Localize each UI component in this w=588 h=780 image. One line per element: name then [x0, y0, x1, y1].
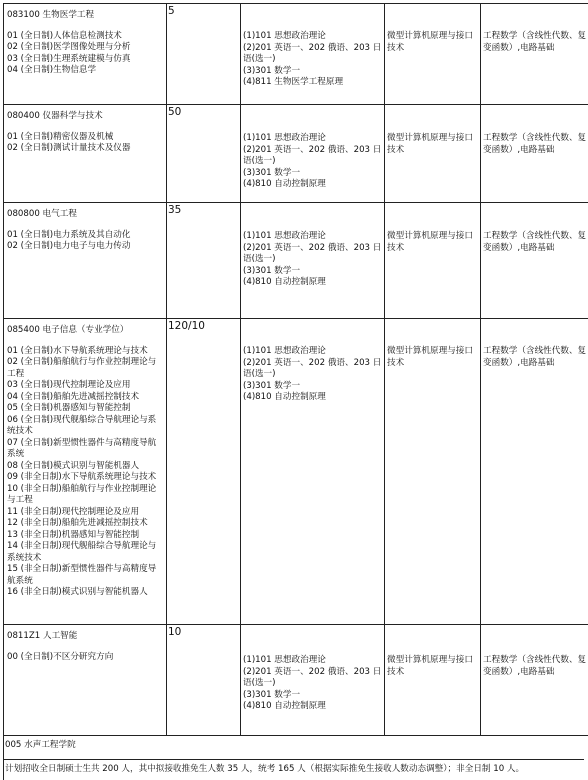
- research-direction: 04 (全日制)生物信息学: [7, 65, 97, 75]
- major-title: [7, 325, 164, 337]
- research-direction: 14 (非全日制)现代舰船综合导航理论与系统技术: [7, 541, 157, 563]
- exam-subject: (1)101 思想政治理论: [243, 133, 326, 143]
- retest-subject-cell: [385, 625, 481, 736]
- research-direction: 04 (全日制)船舶先进减摇控制技术: [7, 391, 140, 402]
- major-name: 人工智能: [42, 631, 78, 641]
- table-row: [4, 4, 588, 105]
- exam-subject: (3)301 数学一: [243, 65, 301, 76]
- exam-subject: (1)101 思想政治理论: [243, 231, 326, 241]
- retest-subject: 微型计算机原理与接口技术: [387, 346, 473, 368]
- enrollment-quota: 120/10: [168, 320, 205, 332]
- research-direction: 02 (全日制)船舶航行与作业控制理论与工程: [7, 357, 157, 379]
- quota-cell: [167, 203, 241, 319]
- research-direction: 13 (非全日制)机器感知与智能控制: [7, 529, 140, 540]
- major-name: 生物医学工程: [42, 10, 95, 20]
- exam-subject: (3)301 数学一: [243, 689, 301, 700]
- program-table: [3, 3, 588, 736]
- major-title: [7, 209, 164, 221]
- exam-subject: (4)810 自动控制原理: [243, 277, 326, 287]
- exam-subjects-cell: [241, 4, 385, 105]
- major-cell: [4, 105, 167, 203]
- major-title: [7, 111, 164, 123]
- exam-subjects-cell: [241, 203, 385, 319]
- major-code: 080400: [7, 111, 40, 121]
- major-name: 电子信息（专业学位）: [42, 325, 129, 335]
- exam-subject: (2)201 英语一、202 俄语、203 日语(选一): [243, 144, 382, 166]
- retest-subject: 微型计算机原理与接口技术: [387, 133, 473, 155]
- retest-subject: 微型计算机原理与接口技术: [387, 655, 473, 677]
- exam-subject: (1)101 思想政治理论: [243, 346, 326, 356]
- research-direction: 11 (非全日制)现代控制理论及应用: [7, 506, 140, 517]
- retest-subject-cell: [385, 105, 481, 203]
- research-direction: 01 (全日制)人体信息检测技术: [7, 30, 122, 41]
- exam-subject: (4)811 生物医学工程原理: [243, 77, 344, 87]
- table-row: [4, 203, 588, 319]
- exam-subject: (4)810 自动控制原理: [243, 392, 326, 402]
- research-direction: 00 (全日制)不区分研究方向: [7, 651, 114, 662]
- quota-cell: [167, 4, 241, 105]
- research-direction: 08 (全日制)模式识别与智能机器人: [7, 460, 140, 471]
- quota-cell: [167, 625, 241, 736]
- enrollment-quota: 5: [168, 5, 175, 17]
- retest-subject-cell: [385, 203, 481, 319]
- equivalent-subjects: 工程数学（含线性代数、复变函数）,电路基础: [483, 346, 587, 368]
- research-direction: 02 (全日制)医学图像处理与分析: [7, 42, 131, 52]
- table-left-border: [3, 736, 4, 780]
- exam-subjects-cell: [241, 319, 385, 625]
- research-direction: 16 (非全日制)模式识别与智能机器人: [7, 587, 148, 597]
- exam-subject: (2)201 英语一、202 俄语、203 日语(选一): [243, 666, 382, 688]
- school-heading: 005 水声工程学院: [5, 740, 76, 750]
- major-cell: [4, 625, 167, 736]
- major-code: 085400: [7, 325, 40, 335]
- exam-subject: (1)101 思想政治理论: [243, 31, 326, 41]
- table-row: [4, 105, 588, 203]
- equivalent-subjects: 工程数学（含线性代数、复变函数）,电路基础: [483, 655, 587, 677]
- major-name: 电气工程: [42, 209, 77, 219]
- research-direction: 15 (非全日制)新型惯性器件与高精度导航系统: [7, 564, 157, 586]
- major-cell: [4, 203, 167, 319]
- research-direction: 07 (全日制)新型惯性器件与高精度导航系统: [7, 437, 157, 459]
- major-code: 0811Z1: [7, 631, 41, 641]
- research-direction: 03 (全日制)现代控制理论及应用: [7, 380, 131, 390]
- research-direction: 12 (非全日制)船舶先进减摇控制技术: [7, 518, 148, 528]
- research-direction: 01 (全日制)水下导航系统理论与技术: [7, 345, 148, 356]
- exam-subject: (2)201 英语一、202 俄语、203 日语(选一): [243, 242, 382, 264]
- research-direction: 02 (全日制)电力电子与电力传动: [7, 241, 131, 251]
- equivalent-subjects-cell: [481, 625, 588, 736]
- retest-subject: 微型计算机原理与接口技术: [387, 231, 473, 253]
- research-direction: 02 (全日制)测试计量技术及仪器: [7, 143, 131, 153]
- equivalent-subjects-cell: [481, 203, 588, 319]
- research-direction: 06 (全日制)现代舰船综合导航理论与系统技术: [7, 414, 157, 436]
- major-cell: [4, 4, 167, 105]
- enrollment-quota: 35: [168, 204, 182, 216]
- research-direction: 10 (非全日制)船舶航行与作业控制理论与工程: [7, 483, 157, 505]
- enrollment-quota: 50: [168, 106, 182, 118]
- exam-subject: (3)301 数学一: [243, 167, 301, 178]
- major-name: 仪器科学与技术: [42, 111, 103, 121]
- major-cell: [4, 319, 167, 625]
- major-code: 083100: [7, 10, 40, 20]
- research-direction: 09 (非全日制)水下导航系统理论与技术: [7, 472, 157, 482]
- equivalent-subjects-cell: [481, 319, 588, 625]
- quota-cell: [167, 319, 241, 625]
- retest-subject-cell: [385, 4, 481, 105]
- enrollment-quota: 10: [168, 626, 182, 638]
- exam-subjects-cell: [241, 105, 385, 203]
- equivalent-subjects: 工程数学（含线性代数、复变函数）,电路基础: [483, 231, 587, 253]
- equivalent-subjects-cell: [481, 105, 588, 203]
- exam-subject: (3)301 数学一: [243, 380, 301, 391]
- retest-subject: 微型计算机原理与接口技术: [387, 31, 473, 53]
- major-code: 080800: [7, 209, 40, 219]
- major-title: [7, 631, 164, 643]
- equivalent-subjects: 工程数学（含线性代数、复变函数）,电路基础: [483, 31, 587, 53]
- research-direction: 05 (全日制)机器感知与智能控制: [7, 403, 131, 413]
- exam-subject: (3)301 数学一: [243, 265, 301, 276]
- exam-subject: (4)810 自动控制原理: [243, 701, 326, 711]
- quota-cell: [167, 105, 241, 203]
- equivalent-subjects: 工程数学（含线性代数、复变函数）,电路基础: [483, 133, 587, 155]
- research-direction: 01 (全日制)精密仪器及机械: [7, 131, 114, 142]
- research-direction: 03 (全日制)生理系统建模与仿真: [7, 53, 131, 64]
- exam-subject: (1)101 思想政治理论: [243, 655, 326, 665]
- exam-subject: (4)810 自动控制原理: [243, 179, 326, 189]
- exam-subjects-cell: [241, 625, 385, 736]
- retest-subject-cell: [385, 319, 481, 625]
- divider: [3, 759, 584, 760]
- table-row: [4, 319, 588, 625]
- major-title: [7, 10, 164, 22]
- equivalent-subjects-cell: [481, 4, 588, 105]
- enrollment-plan-text: 计划招收全日制硕士生共 200 人，其中拟接收推免生人数 35 人，统考 165 人（根据实际推免生接收人数动态调整）；非全日制 10 人。: [5, 764, 525, 774]
- exam-subject: (2)201 英语一、202 俄语、203 日语(选一): [243, 357, 382, 379]
- research-direction: 01 (全日制)电力系统及其自动化: [7, 229, 131, 240]
- table-row: [4, 625, 588, 736]
- exam-subject: (2)201 英语一、202 俄语、203 日语(选一): [243, 42, 382, 64]
